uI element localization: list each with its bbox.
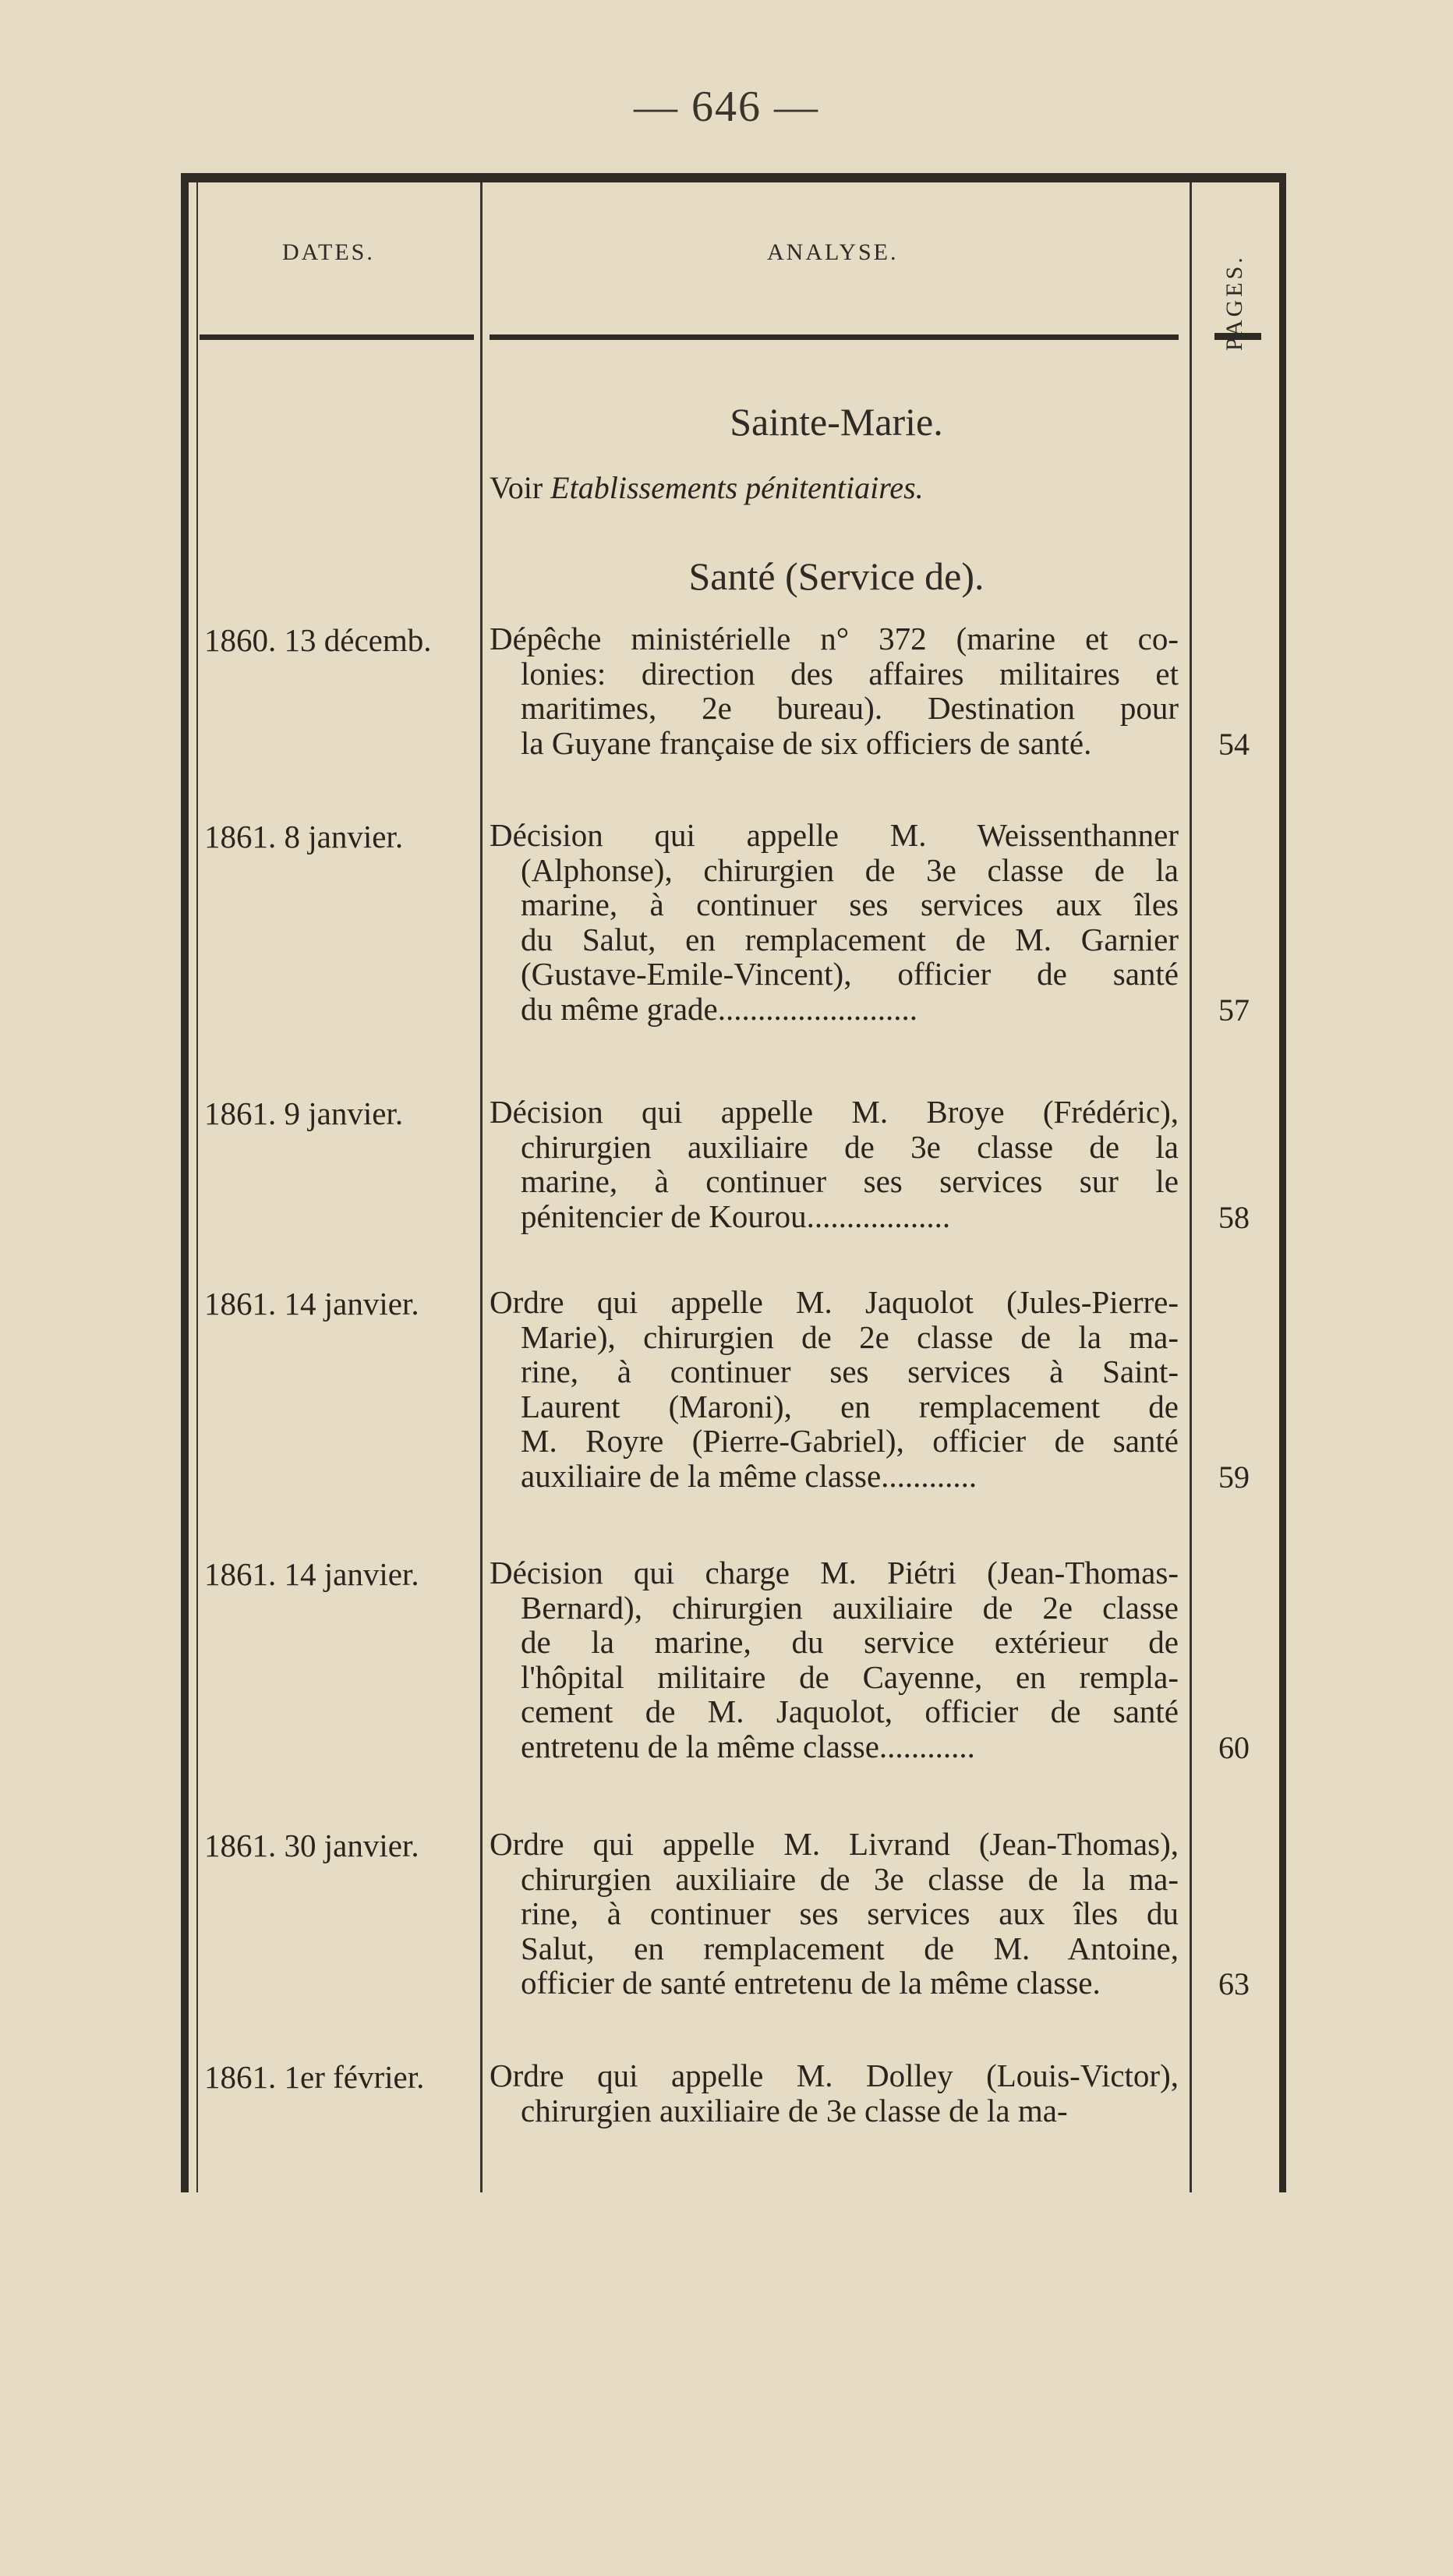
- table-left-inner-border: [196, 182, 198, 2192]
- entry-page-ref: 60: [1218, 1729, 1250, 1765]
- entry-date: 1860. 13 décemb.: [204, 622, 432, 658]
- entry-line: Laurent (Maroni), en remplacement de: [521, 1388, 1179, 1424]
- entry-line: pénitencier de Kourou..................: [521, 1198, 951, 1234]
- entry-analysis: [490, 1555, 1179, 1764]
- entry-line: cement de M. Jaquolot, officier de santé: [521, 1693, 1179, 1729]
- see-also-prefix: Voir: [490, 470, 543, 505]
- entry-line: (Alphonse), chirurgien de 3e classe de la: [521, 851, 1179, 888]
- section-title-sante: Santé (Service de).: [688, 554, 985, 598]
- entry-line: chirurgien auxiliaire de 3e classe de la: [521, 1128, 1179, 1165]
- entry-analysis: [490, 818, 1179, 1026]
- section-title-sainte-marie: Sainte-Marie.: [730, 400, 943, 444]
- entry-date: 1861. 30 janvier.: [204, 1828, 419, 1863]
- entry-page-ref: 63: [1218, 1966, 1250, 2001]
- column-divider-pages: [1190, 182, 1192, 2192]
- entry-line: lonies: direction des affaires militaires et: [521, 655, 1179, 692]
- column-header-pages: PAGES.: [1221, 254, 1247, 351]
- entry-line: rine, à continuer ses services aux îles du: [521, 1895, 1179, 1931]
- entry-analysis: [490, 1285, 1179, 1493]
- entry-line: l'hôpital militaire de Cayenne, en rempla-: [521, 1658, 1179, 1695]
- entry-line: Ordre qui appelle M. Jaquolot (Jules-Pierre-: [490, 1284, 1179, 1320]
- entry-page-ref: 57: [1218, 992, 1250, 1028]
- column-header-dates: DATES.: [282, 239, 375, 265]
- table-left-border: [181, 173, 189, 2192]
- entry-line: Décision qui charge M. Piétri (Jean-Thomas-: [490, 1555, 1179, 1591]
- entry-line: Ordre qui appelle M. Livrand (Jean-Thomas),: [490, 1826, 1179, 1862]
- table-right-border: [1279, 173, 1286, 2192]
- entry-line: du Salut, en remplacement de M. Garnier: [521, 921, 1179, 957]
- index-table: [181, 173, 1286, 2192]
- entry-line: auxiliaire de la même classe............: [521, 1457, 978, 1494]
- entry-analysis: [490, 1827, 1179, 2001]
- entry-line: la Guyane française de six officiers de santé.: [521, 724, 1092, 761]
- entry-date: 1861. 1er février.: [204, 2059, 425, 2095]
- header-rule-dates: [200, 334, 474, 340]
- column-divider-dates: [480, 182, 483, 2192]
- entry-analysis: [490, 621, 1179, 760]
- entry-page-ref: 58: [1218, 1199, 1250, 1235]
- entry-line: Ordre qui appelle M. Dolley (Louis-Victor),: [490, 2058, 1179, 2093]
- entry-line: Dépêche ministérielle n° 372 (marine et co-: [490, 621, 1179, 656]
- entry-line: Décision qui appelle M. Broye (Frédéric),: [490, 1094, 1179, 1130]
- entry-line: entretenu de la même classe............: [521, 1728, 975, 1764]
- see-also-target: Etablissements pénitentiaires.: [550, 470, 924, 505]
- entry-line: rine, à continuer ses services à Saint-: [521, 1353, 1179, 1389]
- entry-analysis: [490, 1095, 1179, 1233]
- entry-line: M. Royre (Pierre-Gabriel), officier de santé: [521, 1423, 1179, 1459]
- entry-line: chirurgien auxiliaire de 3e classe de la ma-: [521, 1860, 1179, 1897]
- table-top-rule: [181, 173, 1286, 182]
- entry-date: 1861. 9 janvier.: [204, 1095, 404, 1131]
- entry-page-ref: 54: [1218, 726, 1250, 762]
- entry-date: 1861. 14 janvier.: [204, 1556, 419, 1592]
- entry-analysis: [490, 2058, 1179, 2128]
- entry-date: 1861. 14 janvier.: [204, 1286, 419, 1322]
- entry-line: de la marine, du service extérieur de: [521, 1624, 1179, 1660]
- see-also-reference: [490, 469, 924, 506]
- entry-line: (Gustave-Emile-Vincent), officier de santé: [521, 956, 1179, 992]
- column-header-analyse: ANALYSE.: [767, 239, 899, 265]
- entry-line: Décision qui appelle M. Weissenthanner: [490, 817, 1179, 853]
- entry-line: marine, à continuer ses services sur le: [521, 1163, 1179, 1199]
- entry-line: chirurgien auxiliaire de 3e classe de la ma-: [521, 2092, 1068, 2128]
- header-rule-analyse: [490, 334, 1179, 340]
- entry-date: 1861. 8 janvier.: [204, 819, 404, 855]
- entry-page-ref: 59: [1218, 1459, 1250, 1495]
- entry-line: Marie), chirurgien de 2e classe de la ma-: [521, 1318, 1179, 1355]
- entry-line: Salut, en remplacement de M. Antoine,: [521, 1930, 1179, 1966]
- entry-line: Bernard), chirurgien auxiliaire de 2e classe: [521, 1589, 1179, 1626]
- entry-line: maritimes, 2e bureau). Destination pour: [521, 690, 1179, 726]
- entry-line: marine, à continuer ses services aux îles: [521, 886, 1179, 922]
- page-number: — 646 —: [634, 83, 819, 131]
- entry-line: officier de santé entretenu de la même classe.: [521, 1965, 1101, 2001]
- entry-line: du même grade.........................: [521, 990, 917, 1027]
